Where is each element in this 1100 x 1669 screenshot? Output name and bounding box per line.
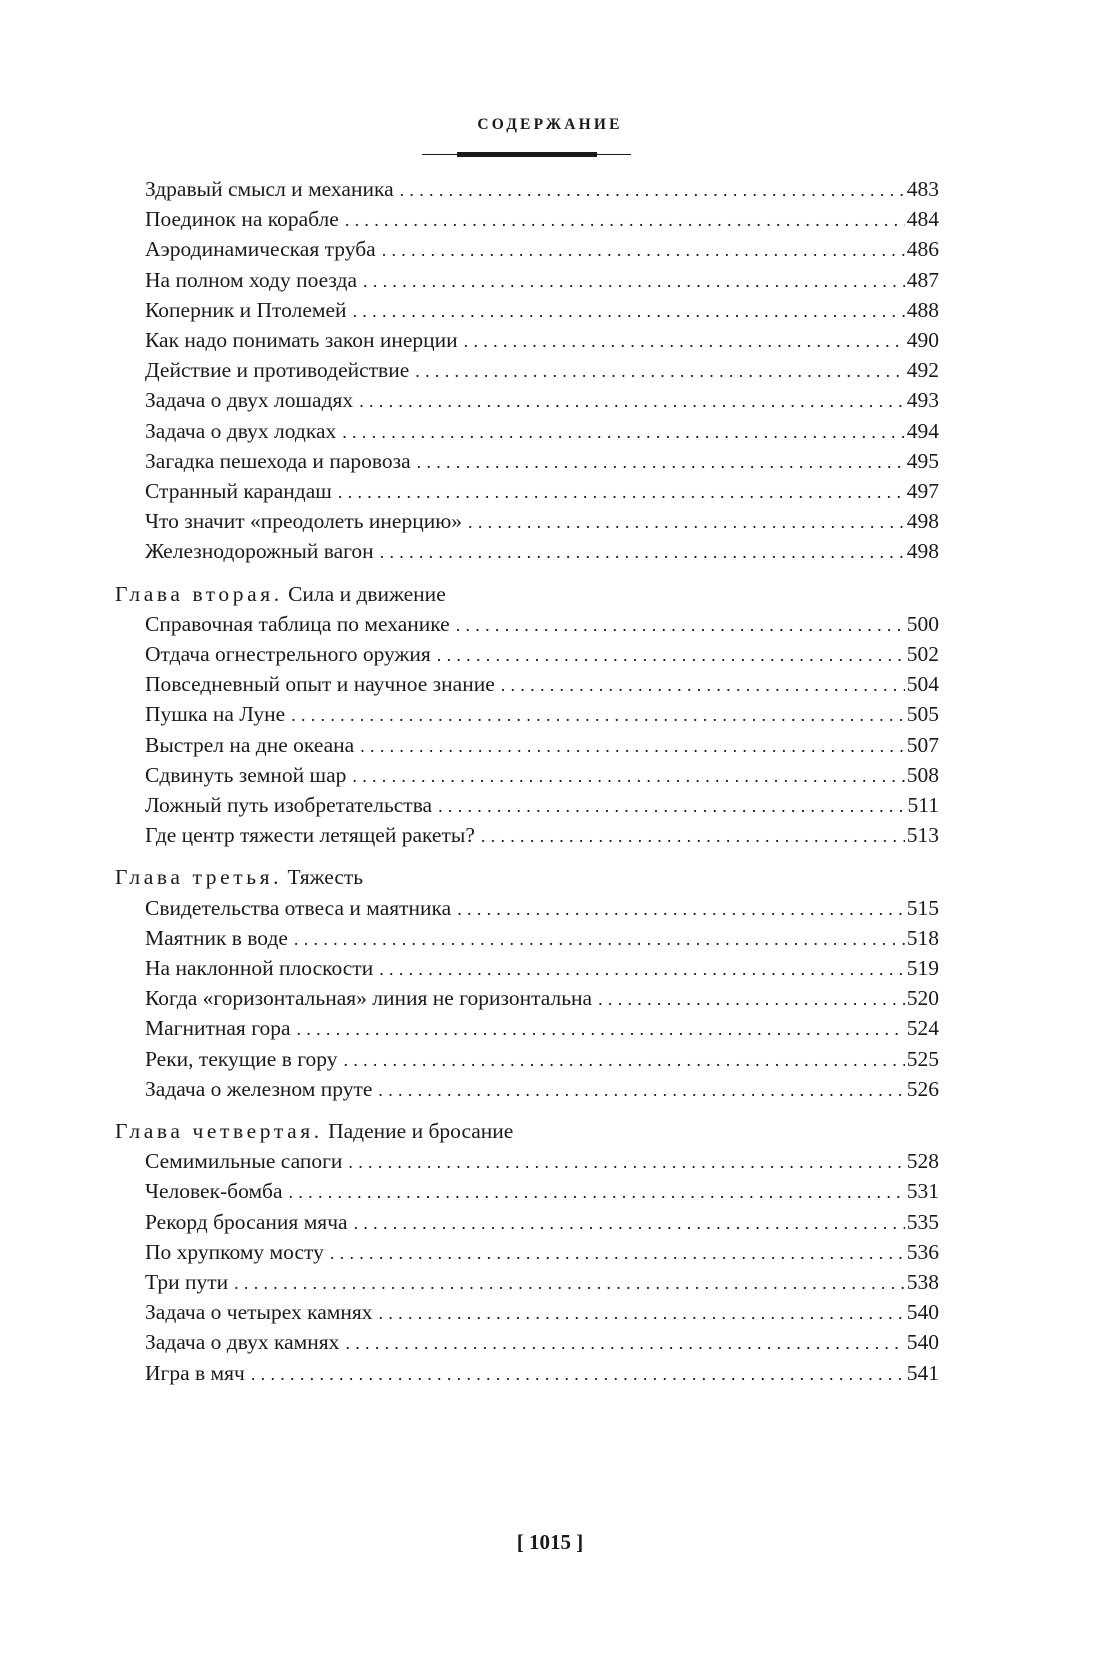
dot-leader [234,1268,905,1298]
toc-entry-page: 504 [906,672,939,697]
toc-entry-title: Аэродинамическая труба [145,237,376,262]
toc-entry-title: Маятник в воде [145,925,288,950]
toc-entry-title: Ложный путь изобретательства [145,793,433,817]
dot-leader [417,447,905,477]
toc-entry[interactable] [145,730,939,760]
toc-entry[interactable] [145,1074,939,1104]
toc-entry-title: Когда «горизонтальная» линия не горизонтальна [145,986,593,1011]
dot-leader [291,700,905,730]
toc-entry[interactable] [145,1267,939,1297]
dot-leader [481,821,905,851]
toc-entry-title: Реки, текущие в гору [145,1046,338,1071]
dot-leader [379,954,905,984]
toc-entry-title: Задача о двух лодках [145,418,337,443]
toc-entry-title: Человек-бомба [145,1179,283,1204]
toc-entry-title: На полном ходу поезда [145,267,358,292]
dot-leader [400,175,905,205]
toc-entry[interactable] [145,1237,939,1267]
dot-leader [294,924,905,954]
toc-entry[interactable] [145,1013,939,1043]
dot-leader [348,1147,904,1177]
toc-entry-page: 525 [906,1046,939,1071]
dot-leader [464,326,905,356]
toc-entry-page: 492 [906,358,939,383]
toc-entry-title: Странный карандаш [145,479,332,503]
toc-entry-page: 502 [906,642,939,666]
toc-entry-title: По хрупкому мосту [145,1239,324,1264]
dot-leader [359,386,905,416]
toc-entry[interactable] [145,760,939,790]
toc-entry-page: 494 [906,418,939,443]
toc-entry[interactable] [145,1176,939,1206]
toc-entry[interactable] [145,923,939,953]
toc-entry[interactable] [145,446,939,476]
toc-entry-title: Свидетельства отвеса и маятника [145,895,452,920]
toc-entry-title: Рекорд бросания мяча [145,1209,348,1234]
toc-entry[interactable] [145,983,939,1013]
toc-entry-page: 511 [907,793,939,817]
toc-entry-page: 531 [906,1179,939,1204]
dot-leader [330,1238,905,1268]
toc-entry-title: Три пути [145,1270,229,1294]
toc-entry-page: 483 [906,177,939,201]
toc-entry-page: 513 [906,823,939,848]
toc-entry[interactable] [145,295,939,325]
chapter-title: Падение и бросание [322,1119,514,1143]
dot-leader [297,1014,905,1044]
dot-leader [353,296,905,326]
dot-leader [378,1075,904,1105]
chapter-heading [115,579,446,609]
toc-entry-title: Где центр тяжести летящей ракеты? [145,823,475,848]
toc-entry-page: 540 [906,1300,939,1325]
toc-entry[interactable] [145,355,939,385]
dot-leader [342,417,905,447]
toc-entry-page: 526 [906,1076,939,1101]
toc-entry-page: 524 [906,1016,939,1041]
toc-entry-title: Железнодорожный вагон [145,539,374,564]
toc-entry[interactable] [145,506,939,536]
toc-entry-title: Задача о железном пруте [145,1076,373,1101]
toc-entry-page: 488 [906,297,939,322]
toc-entry[interactable] [145,265,939,295]
toc-entry-page: 519 [906,956,939,980]
dot-leader [345,205,905,235]
toc-entry-title: Здравый смысл и механика [145,177,394,201]
toc-entry-title: Магнитная гора [145,1016,291,1041]
toc-entry-title: Поединок на корабле [145,207,339,232]
toc-entry-page: 497 [906,479,939,503]
toc-entry[interactable] [145,536,939,566]
toc-entry[interactable] [145,325,939,355]
toc-entry-page: 540 [906,1330,939,1355]
toc-entry[interactable] [145,1044,939,1074]
dot-leader [456,610,905,640]
toc-entry[interactable] [145,609,939,639]
dot-leader [344,1045,905,1075]
toc-entry[interactable] [145,204,939,234]
toc-entry-title: Сдвинуть земной шар [145,762,347,787]
dot-leader [363,266,905,296]
dot-leader [251,1359,905,1389]
toc-entry-title: Коперник и Птолемей [145,297,347,322]
toc-entry[interactable] [145,953,939,983]
toc-entry-title: Пушка на Луне [145,702,286,727]
toc-entry-page: 518 [906,925,939,950]
toc-entry[interactable] [145,416,939,446]
toc-entry-title: Загадка пешехода и паровоза [145,448,411,473]
toc-entry[interactable] [145,639,939,669]
toc-entry[interactable] [145,1358,939,1388]
dot-leader [598,984,905,1014]
toc-entry[interactable] [145,476,939,506]
toc-entry-title: Задача о двух камнях [145,1330,340,1355]
dot-leader [380,537,905,567]
toc-entry[interactable] [145,385,939,415]
toc-entry-title: Как надо понимать закон инерции [145,328,458,352]
toc-entry[interactable] [145,1297,939,1327]
dot-leader [501,670,905,700]
dot-leader [457,894,905,924]
dot-leader [468,507,905,537]
toc-entry-page: 493 [906,388,939,413]
dot-leader [438,791,905,821]
toc-entry[interactable] [145,669,939,699]
toc-entry-page: 535 [906,1209,939,1234]
toc-entry-page: 498 [906,539,939,564]
dot-leader [382,235,905,265]
page-number: [ 1015 ] [516,1530,584,1554]
toc-entry-page: 508 [906,762,939,787]
toc-entry-page: 538 [906,1270,939,1294]
toc-entry-title: Задача о четырех камнях [145,1300,373,1325]
chapter-heading [115,1116,513,1146]
toc-entry-title: Что значит «преодолеть инерцию» [145,509,463,534]
toc-entry-page: 520 [906,986,939,1011]
toc-entry-page: 498 [906,509,939,534]
toc-entry-page: 487 [906,267,939,292]
toc-entry-title: Семимильные сапоги [145,1149,343,1174]
toc-entry-title: Повседневный опыт и научное знание [145,672,495,697]
toc-entry[interactable] [145,820,939,850]
toc-entry-page: 541 [906,1360,939,1385]
dot-leader [360,731,905,761]
toc-entry-page: 500 [906,611,939,636]
toc-entry-page: 495 [906,448,939,473]
chapter-title: Сила и движение [282,581,446,606]
chapter-label: Глава третья. [115,865,283,890]
toc-entry-title: Выстрел на дне океана [145,732,355,757]
toc-entry-page: 515 [906,895,939,920]
dot-leader [354,1208,905,1238]
chapter-title: Тяжесть [282,865,364,890]
toc-entry[interactable] [145,174,939,204]
toc-entry[interactable] [145,699,939,729]
toc-entry-page: 528 [906,1149,939,1174]
toc-entry-page: 486 [906,237,939,262]
toc-entry[interactable] [145,1207,939,1237]
dot-leader [352,761,904,791]
toc-entry-title: Справочная таблица по механике [145,611,450,636]
toc-entry[interactable] [145,1146,939,1176]
dot-leader [338,477,905,507]
toc-entry-title: Задача о двух лошадях [145,388,354,413]
toc-entry-page: 507 [906,732,939,757]
toc-entry-title: Игра в мяч [145,1360,245,1385]
toc-entry[interactable] [145,790,939,820]
toc-entry-page: 505 [906,702,939,727]
toc-entry-page: 490 [906,328,939,352]
toc-entry[interactable] [145,234,939,264]
chapter-label: Глава четвертая. [115,1119,323,1143]
toc-entry-title: На наклонной плоскости [145,956,374,980]
toc-entry[interactable] [145,1327,939,1357]
toc-entry[interactable] [145,893,939,923]
dot-leader [379,1298,905,1328]
running-head: СОДЕРЖАНИЕ [477,116,623,133]
toc-entry-page: 536 [906,1239,939,1264]
toc-entry-title: Отдача огнестрельного оружия [145,642,431,666]
chapter-heading [115,862,363,892]
dot-leader [415,356,904,386]
dot-leader [289,1177,905,1207]
toc-entry-title: Действие и противодействие [145,358,410,383]
dot-leader [437,640,905,670]
chapter-label: Глава вторая. [115,581,283,606]
toc-entry-page: 484 [906,207,939,232]
dot-leader [345,1328,904,1358]
